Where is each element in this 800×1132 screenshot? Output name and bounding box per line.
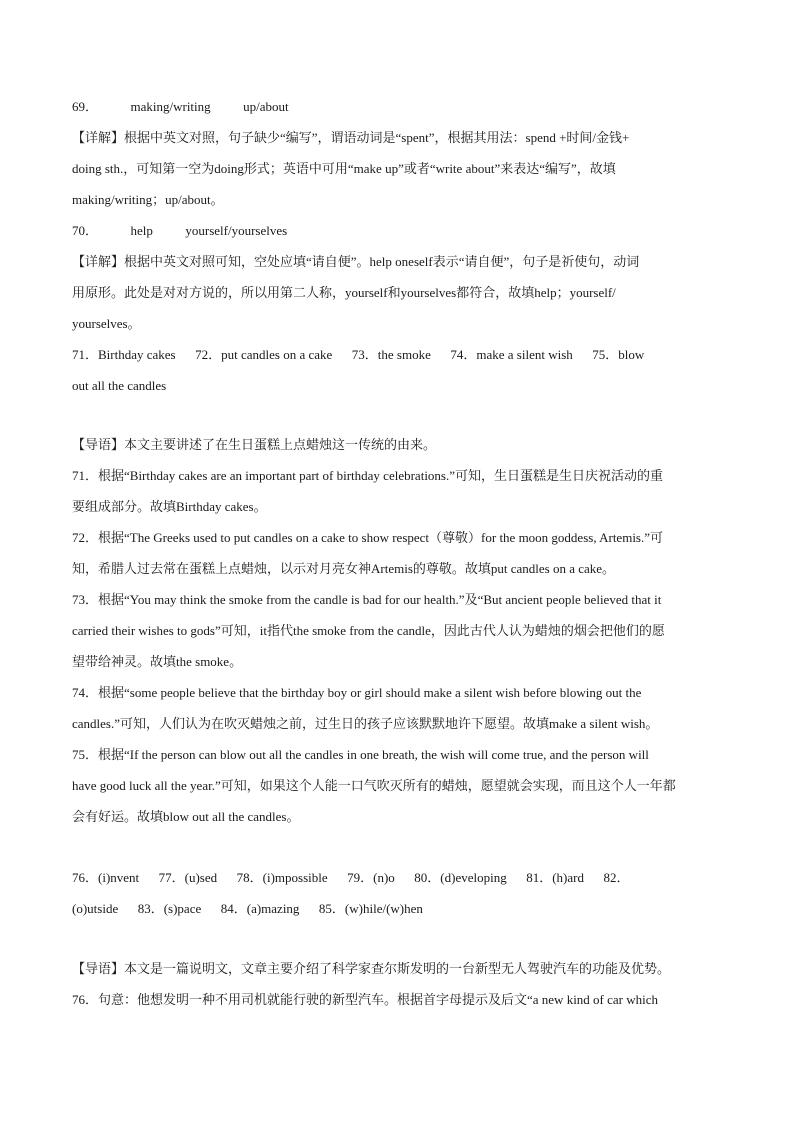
explanation-76: 76．句意：他想发明一种不用司机就能行驶的新型汽车。根据首字母提示及后文“a new kind of car which: [72, 992, 659, 1007]
answer-69: 69． making/writing up/about: [72, 99, 289, 114]
answer-70: 70． help yourself/yourselves: [72, 223, 288, 238]
explanation-69: doing sth.，可知第一空为doing形式；英语中可用“make up”或者“write about”来表达“编写”，故填: [72, 161, 616, 176]
passage-guide: 【导语】本文主要讲述了在生日蛋糕上点蜡烛这一传统的由来。: [72, 437, 437, 452]
explanation-75: 75．根据“If the person can blow out all the candles in one breath, the wish will come true, and the person will: [72, 747, 649, 762]
explanation-73: 望带给神灵。故填the smoke。: [72, 654, 243, 669]
answers-76-85: (o)utside 83．(s)pace 84．(a)mazing 85．(w)hile/(w)hen: [72, 901, 423, 916]
passage-guide: 【导语】本文是一篇说明文，文章主要介绍了科学家查尔斯发明的一台新型无人驾驶汽车的功能及优势。: [72, 961, 671, 976]
explanation-71: 71．根据“Birthday cakes are an important part of birthday celebrations.”可知，生日蛋糕是生日庆祝活动的重: [72, 468, 664, 483]
explanation-72: 72．根据“The Greeks used to put candles on a cake to show respect（尊敬）for the moon goddess, Artemis.”可: [72, 530, 664, 545]
explanation-74: candles.”可知，人们认为在吹灭蜡烛之前，过生日的孩子应该默默地许下愿望。故填make a silent wish。: [72, 716, 659, 731]
explanation-75: 会有好运。故填blow out all the candles。: [72, 809, 300, 824]
explanation-70: 【详解】根据中英文对照可知，空处应填“请自便”。help oneself表示“请自便”，句子是祈使句，动词: [72, 254, 640, 269]
answers-71-75: out all the candles: [72, 378, 167, 393]
explanation-70: 用原形。此处是对对方说的，所以用第二人称，yourself和yourselves都符合，故填help；yourself/: [72, 285, 616, 300]
explanation-70: yourselves。: [72, 316, 141, 331]
explanation-69: making/writing；up/about。: [72, 192, 224, 207]
explanation-71: 要组成部分。故填Birthday cakes。: [72, 499, 267, 514]
explanation-73: carried their wishes to gods”可知，it指代the smoke from the candle，因此古代人认为蜡烛的烟会把他们的愿: [72, 623, 665, 638]
explanation-73: 73．根据“You may think the smoke from the candle is bad for our health.”及“But ancient people believed that it: [72, 592, 662, 607]
answers-76-85: 76．(i)nvent 77．(u)sed 78．(i)mpossible 79．(n)o 80．(d)eveloping 81．(h)ard 82．: [72, 870, 630, 885]
explanation-75: have good luck all the year.”可知，如果这个人能一口气吹灭所有的蜡烛，愿望就会实现，而且这个人一年都: [72, 778, 676, 793]
answers-71-75: 71．Birthday cakes 72．put candles on a cake 73．the smoke 74．make a silent wish 75．blow: [72, 347, 645, 362]
explanation-72: 知，希腊人过去常在蛋糕上点蜡烛，以示对月亮女神Artemis的尊敬。故填put candles on a cake。: [72, 561, 616, 576]
explanation-69: 【详解】根据中英文对照，句子缺少“编写”，谓语动词是“spent”，根据其用法：spend +时间/金钱+: [72, 130, 630, 145]
explanation-74: 74．根据“some people believe that the birthday boy or girl should make a silent wish before blowing out the: [72, 685, 642, 700]
